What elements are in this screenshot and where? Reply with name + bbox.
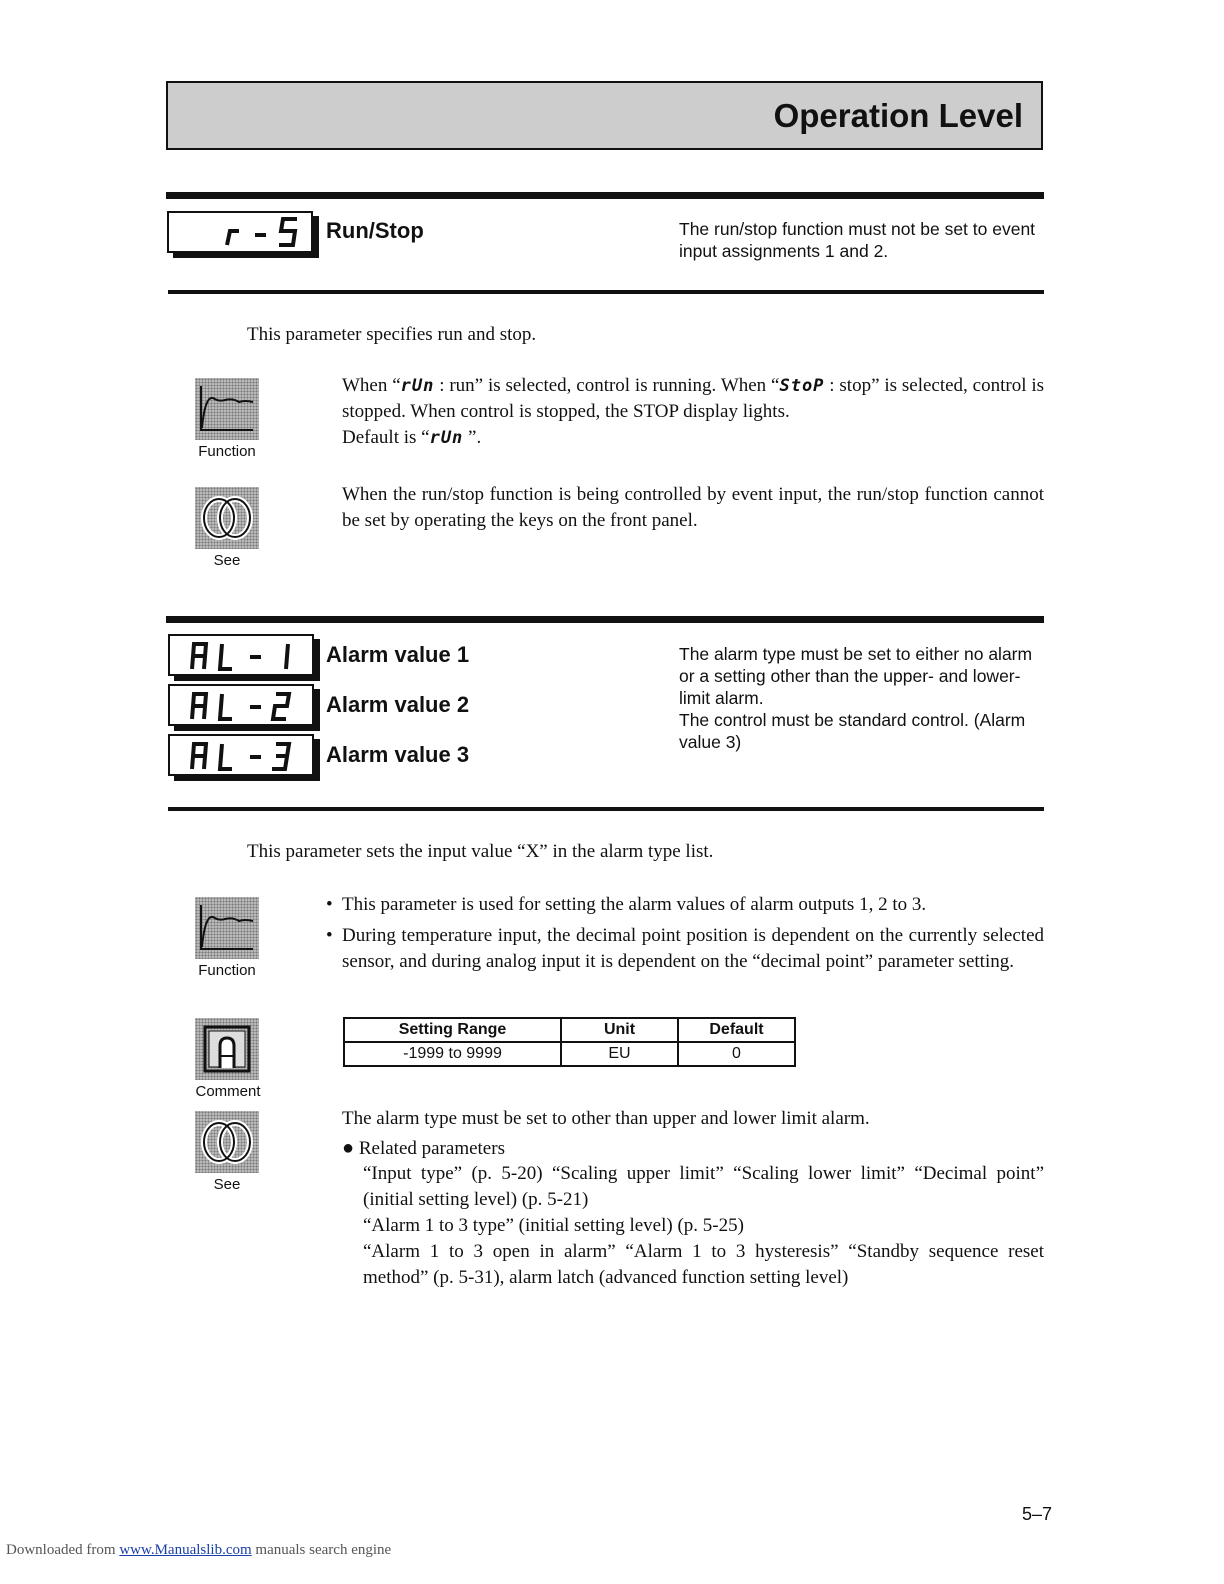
divider — [168, 807, 1044, 811]
table-cell: -1999 to 9999 — [344, 1042, 561, 1066]
related-line: “Alarm 1 to 3 type” (initial setting level) (p. 5-25) — [363, 1215, 744, 1236]
param-title-alarm-1: Alarm value 1 — [326, 642, 470, 667]
run-stop-see-text: When the run/stop function is being controlled by event input, the run/stop function cannot be set by operating the keys on the front panel. — [342, 484, 1044, 531]
lcd-code-stop: StoP — [779, 376, 825, 396]
lcd-display-r-s — [167, 211, 313, 253]
lcd-display-al-2 — [168, 684, 314, 726]
comment-icon-label: Comment — [195, 1083, 261, 1100]
download-footer: Downloaded from www.Manualslib.com manuals search engine — [6, 1542, 392, 1558]
divider — [168, 290, 1044, 294]
list-item: • This parameter is used for setting the alarm values of alarm outputs 1, 2 to 3. — [326, 894, 927, 915]
alarm-see-text: The alarm type must be set to other than upper and lower limit alarm. — [342, 1108, 870, 1129]
lcd-code-default: rUn — [429, 428, 464, 448]
condition-run-stop: The run/stop function must not be set to event input assignments 1 and 2. — [679, 219, 1036, 261]
table-cell: 0 — [678, 1042, 795, 1066]
table-row — [344, 1042, 795, 1066]
function-icon-label: Function — [198, 443, 256, 460]
intro-alarm: This parameter sets the input value “X” in the alarm type list. — [247, 841, 714, 862]
see-icon-label: See — [213, 552, 241, 569]
see-icon-label: See — [213, 1176, 241, 1193]
comment-icon — [195, 1018, 259, 1080]
manualslib-link[interactable]: www.Manualslib.com — [119, 1542, 252, 1558]
section-header — [166, 81, 1043, 150]
page-number: 5–7 — [1022, 1504, 1053, 1524]
related-heading: ● Related parameters — [342, 1137, 505, 1159]
divider — [166, 192, 1044, 199]
related-line: “Input type” (p. 5-20) “Scaling upper limit” “Scaling lower limit” “Decimal point” (initial setting level) (p. 5-21) — [363, 1163, 1044, 1210]
related-line: “Alarm 1 to 3 open in alarm” “Alarm 1 to 3 hysteresis” “Standby sequence reset method” (p. 5-31), alarm latch (advanced function setting level) — [363, 1241, 1044, 1288]
see-icon — [195, 487, 259, 549]
param-title-alarm-3: Alarm value 3 — [326, 742, 470, 767]
list-item: • During temperature input, the decimal point position is dependent on the currently selected sensor, and during analog input it is dependent on the “decimal point” parameter setting. — [326, 925, 1044, 972]
see-icon — [195, 1111, 259, 1173]
setting-range-table — [343, 1017, 796, 1067]
table-cell: EU — [561, 1042, 678, 1066]
function-icon — [195, 378, 259, 440]
divider — [166, 616, 1044, 623]
intro-run-stop: This parameter specifies run and stop. — [247, 324, 537, 345]
lcd-display-al-1 — [168, 634, 314, 676]
function-icon — [195, 897, 259, 959]
run-stop-function-text: When “rUn : run” is selected, control is running. When “StoP : stop” is selected, control is stopped. When control is stopped, the STOP display lights. Default is “rUn ”. — [342, 375, 1044, 448]
table-header: Unit — [561, 1018, 678, 1042]
lcd-display-al-3 — [168, 734, 314, 776]
param-title-run-stop: Run/Stop — [326, 218, 424, 243]
function-icon-label: Function — [198, 962, 256, 979]
page-title: Operation Level — [773, 97, 1023, 134]
table-header: Default — [678, 1018, 795, 1042]
param-title-alarm-2: Alarm value 2 — [326, 692, 470, 717]
condition-alarm: The alarm type must be set to either no alarm or a setting other than the upper- and lower-limit alarm. The control must be standard control. (Alarm value 3) — [679, 644, 1033, 752]
lcd-code-run: rUn — [400, 376, 435, 396]
table-header: Setting Range — [344, 1018, 561, 1042]
